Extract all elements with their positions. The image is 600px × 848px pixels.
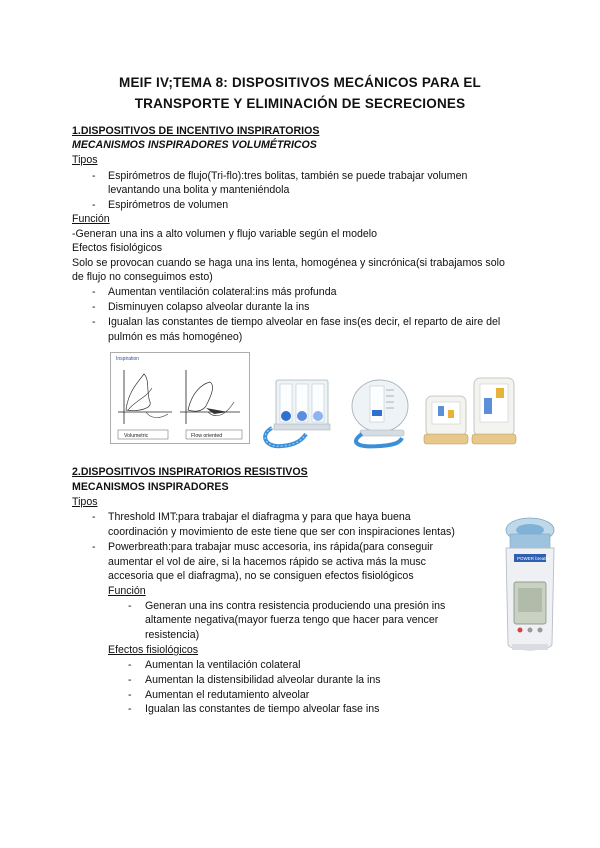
s2-efecto-2: Aumentan la distensibilidad alveolar durante la ins	[145, 674, 381, 686]
section1-subheading: MECANISMOS INSPIRADORES VOLUMÉTRICOS	[72, 139, 317, 151]
s1-tipo-2: Espirómetros de volumen	[108, 199, 229, 211]
volume-spirometer-image	[340, 376, 416, 450]
page-title	[70, 72, 530, 114]
bullet-dash: -	[92, 316, 96, 328]
powerbreathe-device-image	[494, 512, 562, 658]
graph-label-left: Volumetric	[124, 433, 149, 439]
s2-tipo-2-cont-1: aumentar el vol de aire, si la hacemos rápido se activa más la musc	[108, 556, 426, 568]
s2-efecto-3: Aumentan el redutamiento alveolar	[145, 689, 310, 701]
bullet-dash: -	[128, 703, 132, 715]
bullet-dash: -	[128, 659, 132, 671]
bullet-dash: -	[92, 301, 96, 313]
graph-label-top: Inspiration	[116, 356, 140, 362]
graph-label-right: Flow oriented	[191, 433, 223, 439]
section1-efectos-intro-2: de flujo no conseguimos esto)	[72, 271, 213, 283]
bullet-dash: -	[92, 286, 96, 298]
s1-efecto-2: Disminuyen colapso alveolar durante la ins	[108, 301, 310, 313]
bullet-dash: -	[128, 600, 132, 612]
section2-funcion-label: Función	[108, 585, 146, 597]
section2-subheading: MECANISMOS INSPIRADORES	[72, 481, 229, 493]
section2-heading: 2.DISPOSITIVOS INSPIRATORIOS RESISTIVOS	[72, 466, 308, 478]
s1-efecto-3-cont: pulmón es más homogéneo)	[108, 331, 243, 343]
bullet-dash: -	[128, 689, 132, 701]
section1-heading: 1.DISPOSITIVOS DE INCENTIVO INSPIRATORIOS	[72, 125, 320, 137]
s1-tipo-1-cont: levantando una bolita y manteniéndola	[108, 184, 290, 196]
title-line-1: MEIF IV;TEMA 8: DISPOSITIVOS MECÁNICOS PARA EL	[119, 75, 481, 90]
s2-tipo-1: Threshold IMT:para trabajar el diafragma y para que haya buena	[108, 511, 411, 523]
bullet-dash: -	[92, 541, 96, 553]
s1-tipo-1: Espirómetros de flujo(Tri-flo):tres bolitas, también se puede trabajar volumen	[108, 170, 468, 182]
section2-tipos-label: Tipos	[72, 496, 98, 508]
section2-efectos-label: Efectos fisiológicos	[108, 644, 199, 656]
incentive-devices-image	[420, 374, 520, 452]
s1-efecto-3: Igualan las constantes de tiempo alveolar en fase ins(es decir, el reparto de aire del	[108, 316, 501, 328]
s2-efecto-4: Igualan las constantes de tiempo alveolar fase ins	[145, 703, 380, 715]
s2-efecto-1: Aumentan la ventilación colateral	[145, 659, 301, 671]
s2-funcion-1-cont-2: resistencia)	[145, 629, 200, 641]
volume-flow-graph	[110, 352, 250, 444]
bullet-dash: -	[92, 170, 96, 182]
section1-tipos-label: Tipos	[72, 154, 98, 166]
bullet-dash: -	[128, 674, 132, 686]
s2-funcion-1: Generan una ins contra resistencia produciendo una presión ins	[145, 600, 446, 612]
bullet-dash: -	[92, 511, 96, 523]
triflo-spirometer-image	[262, 376, 340, 450]
bullet-dash: -	[92, 199, 96, 211]
section1-funcion-text: -Generan una ins a alto volumen y flujo variable según el modelo	[72, 228, 378, 240]
section1-efectos-intro-1: Solo se provocan cuando se haga una ins lenta, homogénea y sincrónica(si trabajamos solo	[72, 257, 505, 269]
s2-tipo-2-cont-2: accesoria que el diafragma), no se consiguen efectos fisiológicos	[108, 570, 414, 582]
s2-tipo-2: Powerbreath:para trabajar musc accesoria, ins rápida(para conseguir	[108, 541, 434, 553]
s2-tipo-1-cont: coordinación y movimiento de este tiene que ser con inspiraciones lentas)	[108, 526, 455, 538]
device-brand-label: POWER breathe	[517, 556, 551, 561]
section1-efectos-label: Efectos fisiológicos	[72, 242, 163, 254]
section1-funcion-label: Función	[72, 213, 110, 225]
s2-funcion-1-cont-1: altamente negativa(mayor fuerza tengo que hacer para vencer	[145, 614, 439, 626]
title-line-2: TRANSPORTE Y ELIMINACIÓN DE SECRECIONES	[134, 96, 466, 111]
s1-efecto-1: Aumentan ventilación colateral:ins más profunda	[108, 286, 337, 298]
